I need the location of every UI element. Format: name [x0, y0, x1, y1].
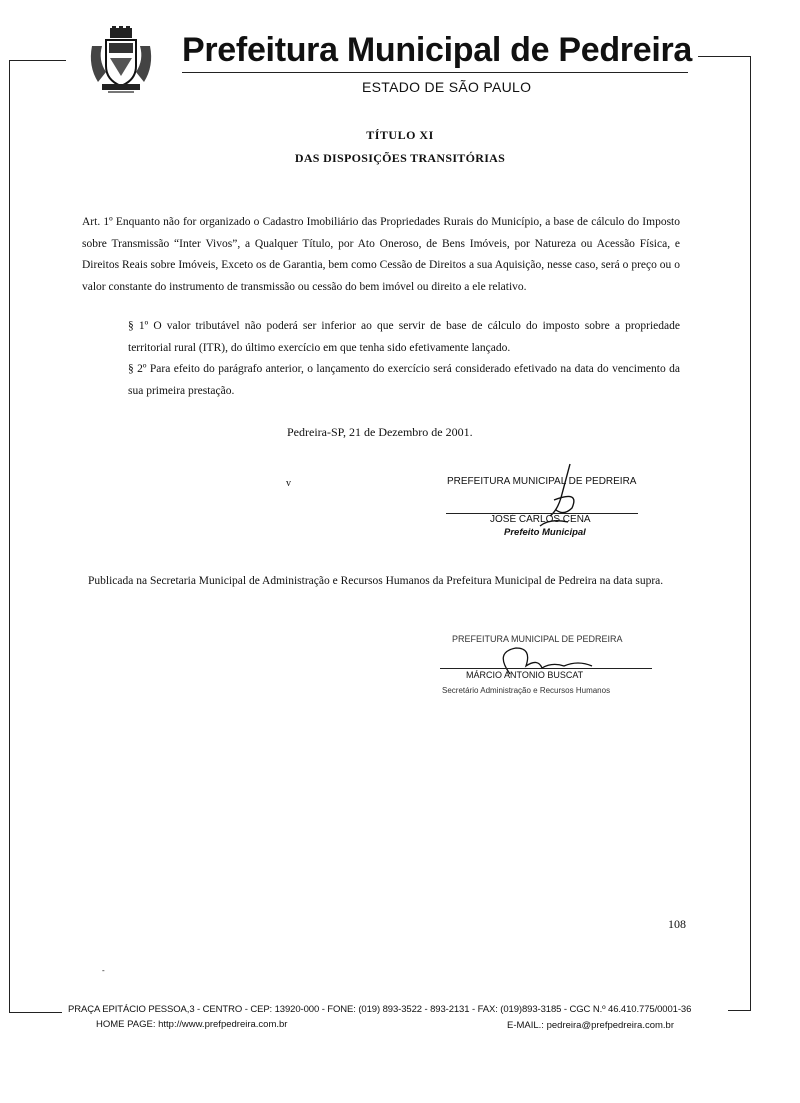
paragraph-2 — [128, 359, 680, 402]
publication-note: Publicada na Secretaria Municipal de Administração e Recursos Humanos da Prefeitura Municipal de Pedreira na data supra. — [88, 575, 664, 587]
frame-left-bottom-stub — [10, 1012, 62, 1013]
frame-left-border — [9, 60, 10, 1013]
header-subtitle: ESTADO DE SÃO PAULO — [362, 79, 532, 95]
stray-mark: v — [286, 478, 291, 489]
coat-of-arms-icon — [88, 26, 154, 96]
paragraph-1-text: § 1º O valor tributável não poderá ser inferior ao que servir de base de cálculo do imposto sobre a propriedade territorial rural (ITR), do último exercício em que tenha sido efetivamente lançado. — [128, 320, 680, 354]
small-tick-mark: - — [102, 966, 105, 975]
signature-2-name: MÁRCIO ANTONIO BUSCAT — [466, 670, 584, 680]
footer-homepage: HOME PAGE: http://www.prefpedreira.com.br — [96, 1019, 288, 1030]
article-1-text: Art. 1º Enquanto não for organizado o Cadastro Imobiliário das Propriedades Rurais do Município, a base de cálculo do Imposto sobre Transmissão “Inter Vivos”, a Qualquer Título, por Ato Oneroso, de Bens Imóveis, por Natureza ou Acessão Física, e Direitos Reais sobre Imóveis, Exceto os de Garantia, bem como Cessão de Direitos a sua Aquisição, nesse caso, será o preço ou o valor constante do instrumento de transmissão ou cessão do bem imóvel ou direito a ele relativo. — [82, 216, 680, 293]
frame-left-top-stub — [10, 60, 66, 61]
frame-right-top-stub — [698, 56, 750, 57]
frame-right-border — [750, 56, 751, 1010]
paragraph-1 — [128, 316, 680, 359]
signature-2-role: Secretário Administração e Recursos Humanos — [442, 686, 611, 695]
date-line: Pedreira-SP, 21 de Dezembro de 2001. — [287, 425, 473, 439]
signature-2-line — [440, 668, 652, 669]
frame-right-bottom-stub — [728, 1010, 751, 1011]
header-underline — [182, 72, 688, 73]
page-number: 108 — [668, 917, 686, 931]
header-title: Prefeitura Municipal de Pedreira — [182, 31, 693, 69]
footer-address: PRAÇA EPITÁCIO PESSOA,3 - CENTRO - CEP: 13920-000 - FONE: (019) 893-3522 - 893-2131 - FAX: (019)893-3185 - CGC N.º 46.410.775/0001-36 — [68, 1004, 692, 1015]
signature-1-name: JOSÉ CARLOS CENA — [490, 514, 591, 525]
signature-2-org: PREFEITURA MUNICIPAL DE PEDREIRA — [452, 634, 623, 644]
footer-email: E-MAIL.: pedreira@prefpedreira.com.br — [507, 1020, 674, 1031]
paragraph-2-text: § 2º Para efeito do parágrafo anterior, o lançamento do exercício será considerado efetivado na data do vencimento da sua primeira prestação. — [128, 363, 680, 397]
signature-1-org: PREFEITURA MUNICIPAL DE PEDREIRA — [447, 476, 637, 487]
signature-1-role: Prefeito Municipal — [504, 527, 586, 538]
title-number: TÍTULO XI — [366, 128, 434, 142]
title-name: DAS DISPOSIÇÕES TRANSITÓRIAS — [294, 151, 506, 165]
